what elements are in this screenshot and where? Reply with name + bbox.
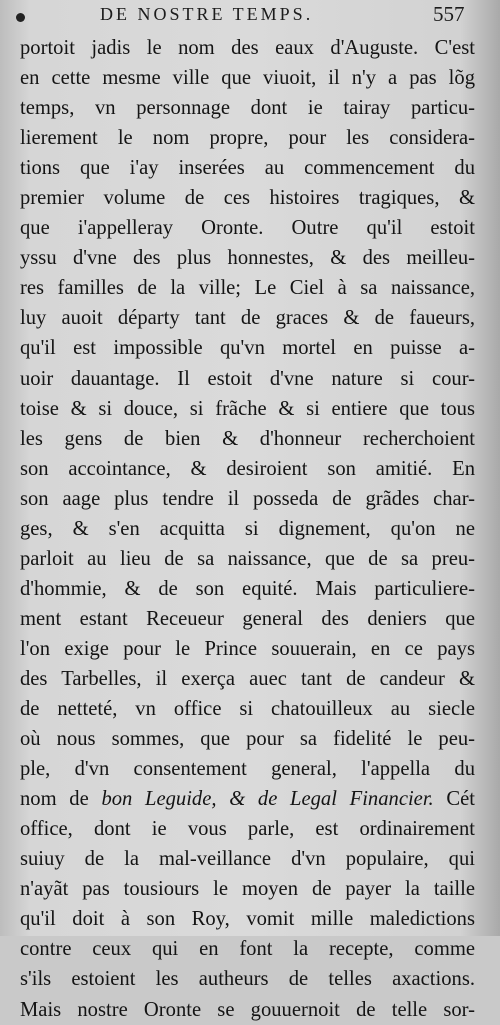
- text-line: ple, d'vn consentement general, l'appella du: [20, 758, 475, 781]
- text-run: Cét: [433, 788, 475, 811]
- text-line: luy auoit départy tant de graces & de faueurs,: [20, 307, 475, 330]
- text-run: nom de: [20, 788, 102, 811]
- text-line: en cette mesme ville que viuoit, il n'y a pas lõg: [20, 67, 475, 90]
- text-line: portoit jadis le nom des eaux d'Auguste. C'est: [20, 37, 475, 59]
- running-head: DE NOSTRE TEMPS.: [100, 4, 314, 24]
- text-line: premier volume de ces histoires tragiques, &: [20, 187, 475, 210]
- text-line: res familles de la ville; Le Ciel à sa naissance,: [20, 277, 475, 300]
- text-line: son aage plus tendre il possedа de grãdes char-: [20, 487, 475, 510]
- text-line: s'ils estoient les autheurs de telles axactions.: [20, 968, 475, 991]
- text-line: l'on exige pour le Prince souuerain, en ce pays: [20, 637, 475, 660]
- page-number: 557: [433, 2, 465, 26]
- text-line: uoir dauantage. Il estoit d'vne nature si cour-: [20, 367, 475, 390]
- italic-epithet: bon Leguide, & de Legal Financier.: [101, 788, 434, 811]
- text-line: que i'appelleray Oronte. Outre qu'il estoit: [20, 217, 475, 240]
- text-line-mixed: [20, 784, 475, 814]
- text-line: toise & si douce, si frãche & si entiere que tous: [20, 397, 475, 420]
- text-line: ment estant Receueur general des deniers que: [20, 607, 475, 630]
- text-line: office, dont ie vous parle, est ordinairement: [20, 818, 475, 841]
- body-text: [20, 33, 475, 1025]
- text-line: contre ceux qui en font la recepte, comme: [20, 938, 475, 961]
- text-line: de netteté, vn office si chatouilleux au siecle: [20, 698, 475, 721]
- text-line: yssu d'vne des plus honnestes, & des meilleu-: [20, 247, 475, 270]
- text-line: où nous sommes, que pour sa fidelité le peu-: [20, 728, 475, 751]
- text-line: Mais nostre Oronte se gouuernoit de telle sor-: [20, 998, 475, 1021]
- text-line: des Tarbelles, il exerça auec tant de candeur &: [20, 667, 475, 690]
- text-line: son accointance, & desiroient son amitié. En: [20, 457, 475, 480]
- text-line: temps, vn personnage dont ie tairay particu-: [20, 97, 475, 120]
- text-line: d'hommie, & de son equité. Mais particuliere-: [20, 577, 475, 600]
- text-line: n'ayãt pas tousiours le moyen de payer la taille: [20, 878, 475, 901]
- text-line: qu'il doit à son Roy, vomit mille maledictions: [20, 908, 475, 931]
- text-line: les gens de bien & d'honneur recherchoient: [20, 427, 475, 450]
- text-line: suiuy de la mal-veillance d'vn populaire, qui: [20, 848, 475, 871]
- text-line: ges, & s'en acquitta si dignement, qu'on ne: [20, 517, 475, 540]
- text-line: parloit au lieu de sa naissance, que de sa preu-: [20, 547, 475, 570]
- text-line: tions que i'ay inserées au commencement du: [20, 157, 475, 180]
- text-line: qu'il est impossible qu'vn mortel en puisse a-: [20, 337, 475, 360]
- text-line: lierement le nom propre, pour les considera-: [20, 127, 475, 150]
- ink-dot: [16, 13, 25, 22]
